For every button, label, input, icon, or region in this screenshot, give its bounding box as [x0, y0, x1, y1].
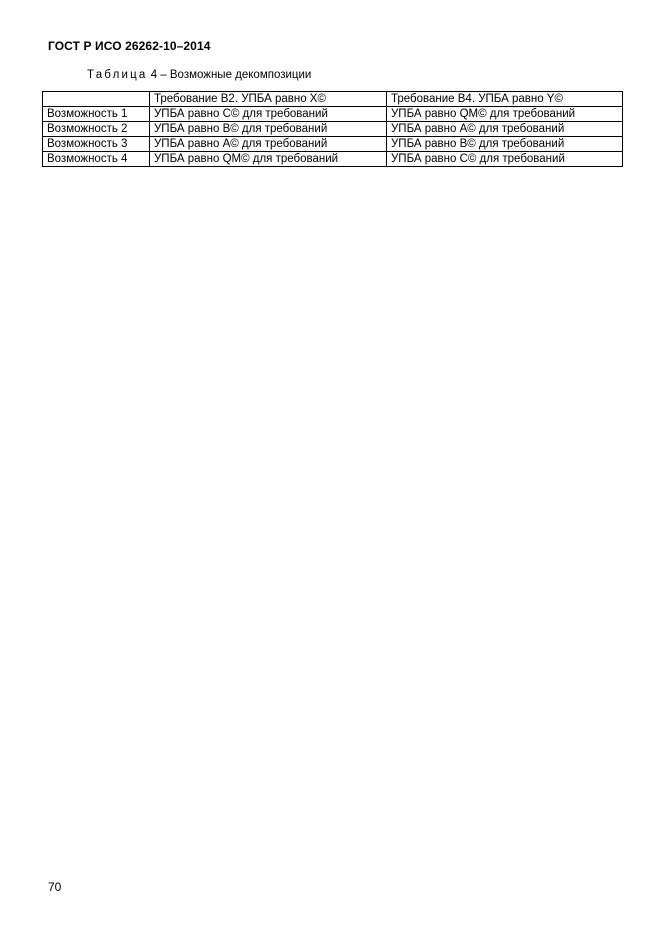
- table-row: [43, 152, 623, 167]
- table-header-cell: Требование В2. УПБА равно Х©: [150, 92, 387, 107]
- table-cell: УПБА равно С© для требований: [150, 107, 387, 122]
- table-cell: Возможность 3: [43, 137, 150, 152]
- table-cell: УПБА равно А© для требований: [150, 137, 387, 152]
- table-header-cell: Требование В4. УПБА равно Y©: [387, 92, 623, 107]
- table-header-row: [43, 92, 623, 107]
- table-cell: УПБА равно А© для требований: [387, 122, 623, 137]
- decomposition-table: [42, 91, 623, 167]
- table-cell: УПБА равно В© для требований: [387, 137, 623, 152]
- table-cell: Возможность 4: [43, 152, 150, 167]
- table-row: [43, 137, 623, 152]
- table-caption-text: 4 – Возможные декомпозиции: [150, 69, 312, 81]
- table-cell: Возможность 2: [43, 122, 150, 137]
- table-cell: УПБА равно QM© для требований: [150, 152, 387, 167]
- table-row: [43, 107, 623, 122]
- table-caption-prefix: Таблица: [87, 69, 148, 81]
- table-cell: Возможность 1: [43, 107, 150, 122]
- table-cell: УПБА равно В© для требований: [150, 122, 387, 137]
- document-header: ГОСТ Р ИСО 26262-10–2014: [48, 39, 211, 53]
- table-cell: УПБА равно QM© для требований: [387, 107, 623, 122]
- table-caption: [87, 69, 311, 81]
- table-row: [43, 122, 623, 137]
- page-number: 70: [48, 880, 62, 894]
- table-cell: УПБА равно С© для требований: [387, 152, 623, 167]
- table-header-cell: [43, 92, 150, 107]
